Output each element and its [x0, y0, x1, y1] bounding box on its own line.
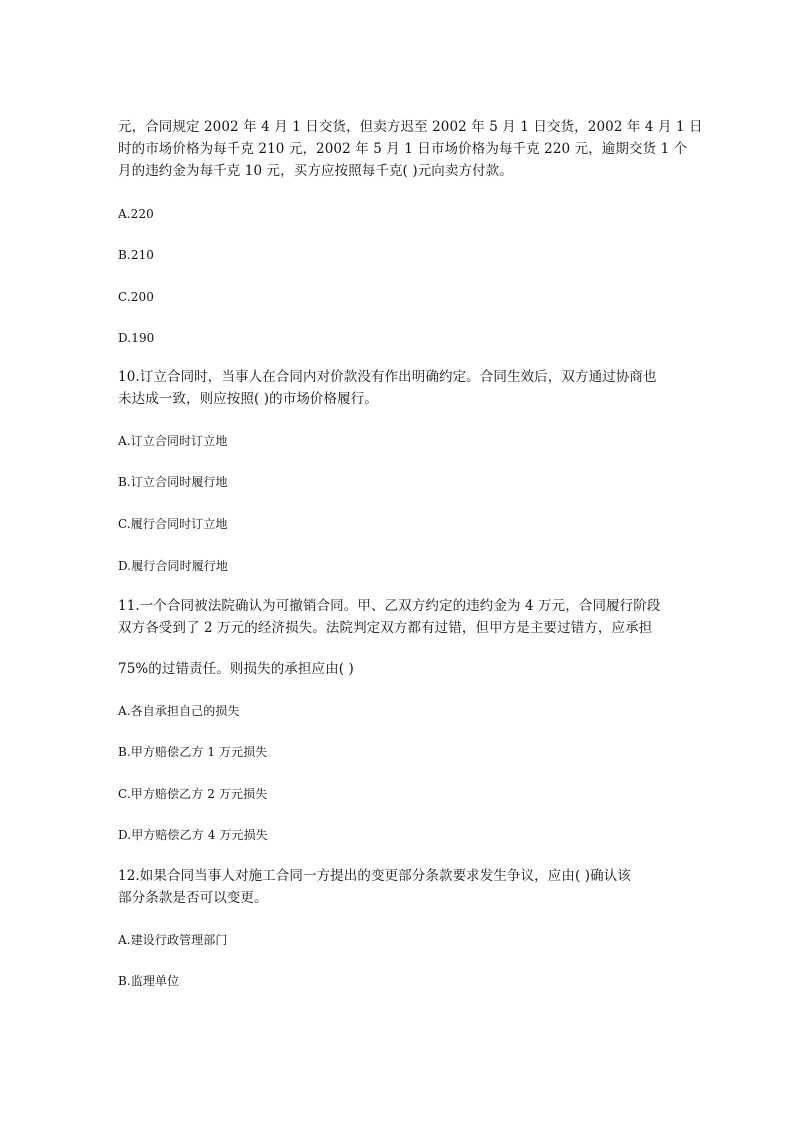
question-11-option-c: C.甲方赔偿乙方 2 万元损失: [118, 787, 268, 801]
question-9-option-b: B.210: [118, 248, 155, 262]
question-9-text-line-3: 月的违约金为每千克 10 元，买方应按照每千克( )元向卖方付款。: [118, 163, 513, 179]
question-11-text-line-2: 双方各受到了 2 万元的经济损失。法院判定双方都有过错，但甲方是主要过错方，应承担: [118, 620, 653, 636]
question-11-text-line-3: 75%的过错责任。则损失的承担应由( ): [118, 661, 354, 677]
question-12-text-line-1: 12.如果合同当事人对施工合同一方提出的变更部分条款要求发生争议，应由( )确认该: [118, 868, 631, 884]
question-11-option-b: B.甲方赔偿乙方 1 万元损失: [118, 745, 268, 759]
question-12-option-a: A.建设行政管理部门: [118, 933, 228, 947]
question-10-text-line-2: 未达成一致，则应按照( )的市场价格履行。: [118, 391, 378, 407]
question-12-text-line-2: 部分条款是否可以变更。: [118, 890, 268, 906]
question-10-text-line-1: 10.订立合同时，当事人在合同内对价款没有作出明确约定。合同生效后，双方通过协商也: [118, 369, 657, 385]
question-10-option-b: B.订立合同时履行地: [118, 475, 228, 489]
question-11-option-d: D.甲方赔偿乙方 4 万元损失: [118, 828, 268, 842]
question-11-option-a: A.各自承担自己的损失: [118, 704, 240, 718]
question-10-option-d: D.履行合同时履行地: [118, 559, 229, 573]
question-9-text-line-2: 时的市场价格为每千克 210 元，2002 年 5 月 1 日市场价格为每千克 220 元，逾期交货 1 个: [118, 141, 688, 157]
question-9-text-line-1: 元，合同规定 2002 年 4 月 1 日交货，但卖方迟至 2002 年 5 月 1 日交货，2002 年 4 月 1 日: [118, 119, 703, 135]
question-10-option-a: A.订立合同时订立地: [118, 434, 228, 448]
question-9-option-d: D.190: [118, 331, 155, 345]
question-12-option-b: B.监理单位: [118, 974, 180, 988]
question-9-option-c: C.200: [118, 290, 154, 304]
question-11-text-line-1: 11.一个合同被法院确认为可撤销合同。甲、乙双方约定的违约金为 4 万元，合同履行阶段: [118, 598, 661, 614]
question-10-option-c: C.履行合同时订立地: [118, 517, 228, 531]
question-9-option-a: A.220: [118, 207, 154, 221]
